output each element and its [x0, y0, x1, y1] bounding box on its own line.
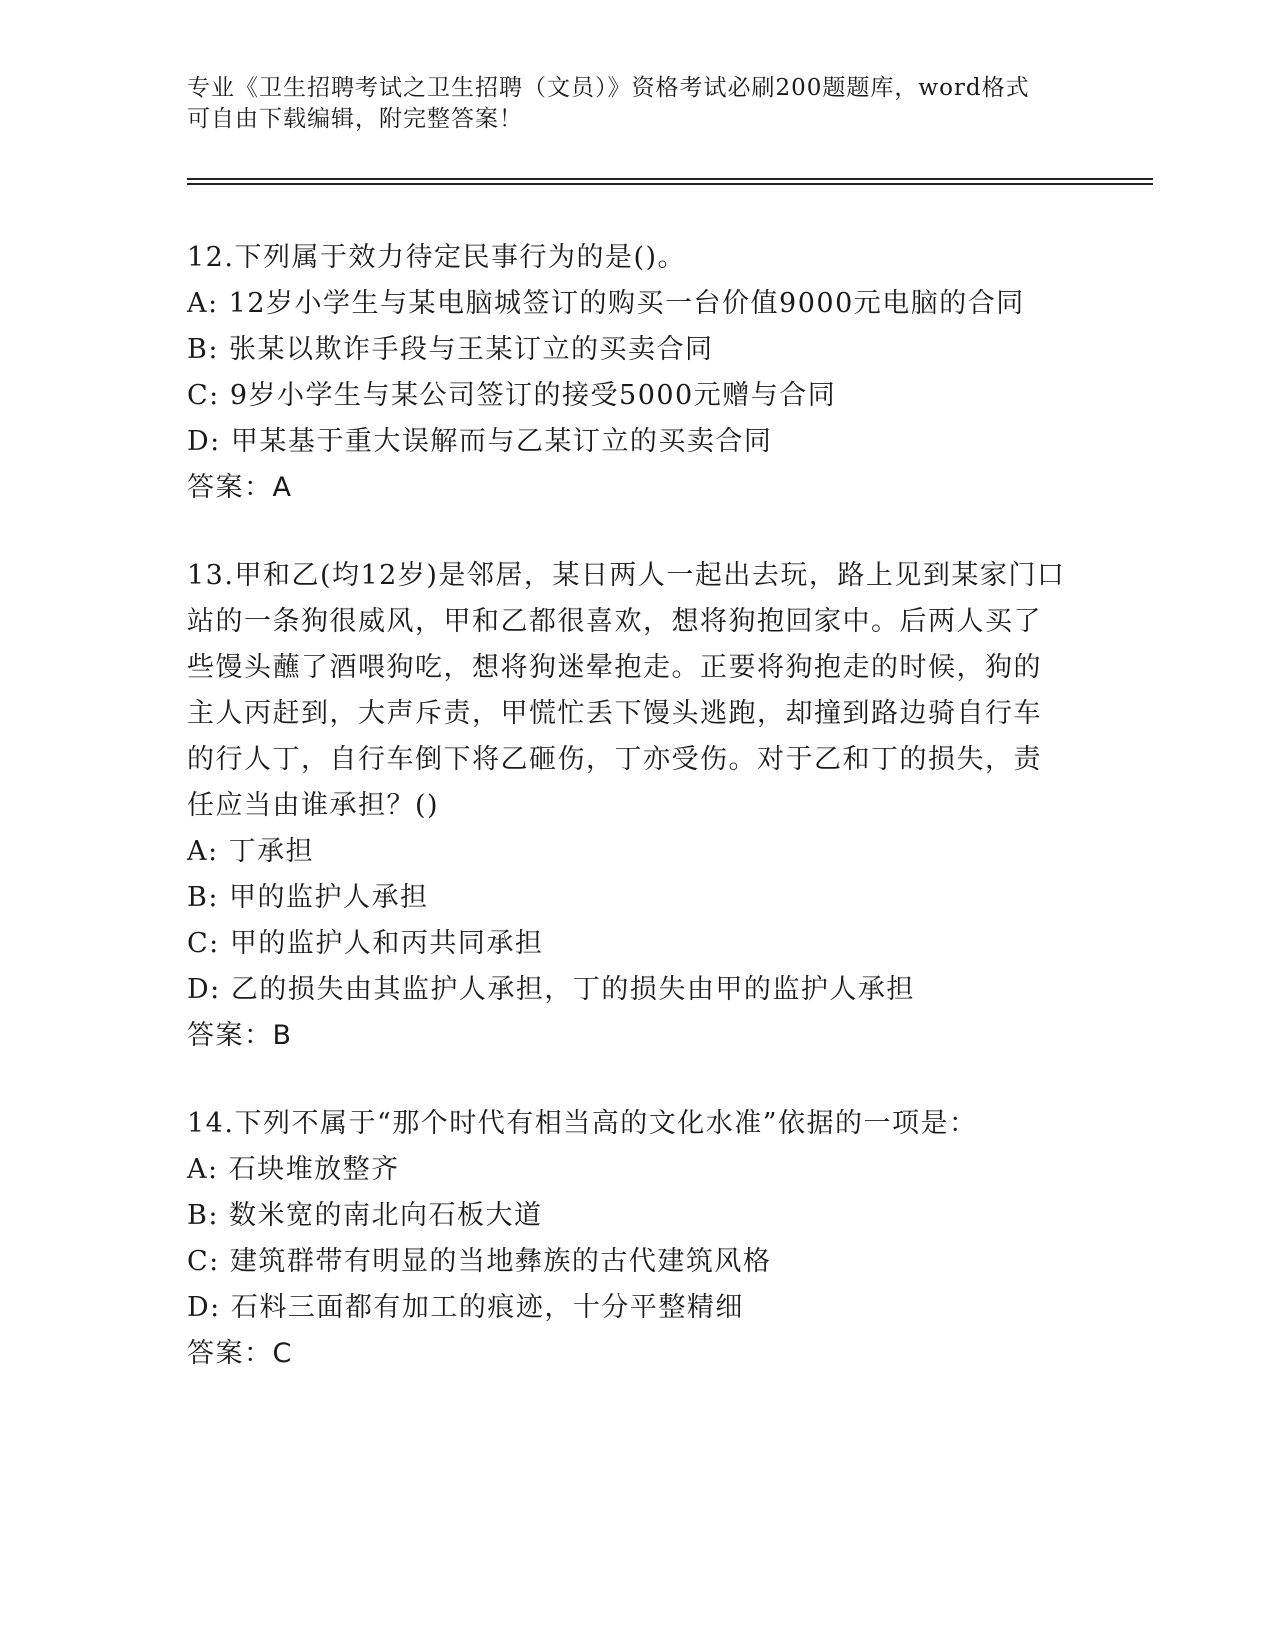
- answer-label: 答案：B: [187, 1020, 293, 1051]
- header-divider-top: [187, 178, 1153, 180]
- option-a: A: 12岁小学生与某电脑城签订的购买一台价值9000元电脑的合同: [187, 288, 1025, 319]
- option-a: A: 石块堆放整齐: [187, 1154, 400, 1185]
- option-b: B: 甲的监护人承担: [187, 882, 429, 913]
- option-c: C: 建筑群带有明显的当地彝族的古代建筑风格: [187, 1246, 772, 1277]
- option-d: D: 乙的损失由其监护人承担，丁的损失由甲的监护人承担: [187, 974, 915, 1005]
- option-d: D: 甲某基于重大误解而与乙某订立的买卖合同: [187, 426, 773, 457]
- question-14: [187, 1101, 1067, 1377]
- option-b: B: 数米宽的南北向石板大道: [187, 1200, 543, 1231]
- option-b: B: 张某以欺诈手段与王某订立的买卖合同: [187, 334, 714, 365]
- header-line-2: 可自由下载编辑，附完整答案！: [187, 106, 523, 132]
- header-line-1: 专业《卫生招聘考试之卫生招聘（文员）》资格考试必刷200题题库，word格式: [187, 75, 1030, 101]
- question-stem: 13.甲和乙(均12岁)是邻居，某日两人一起出去玩，路上见到某家门口站的一条狗很威风，甲和乙都很喜欢，想将狗抱回家中。后两人买了些馒头蘸了酒喂狗吃，想将狗迷晕抱走。正要将狗抱走的时候，狗的主人丙赶到，大声斥责，甲慌忙丢下馒头逃跑，却撞到路边骑自行车的行人丁，自行车倒下将乙砸伤，丁亦受伤。对于乙和丁的损失，责任应当由谁承担？(): [187, 560, 1066, 821]
- option-a: A: 丁承担: [187, 836, 315, 867]
- question-stem: 14.下列不属于“那个时代有相当高的文化水准”依据的一项是：: [187, 1108, 978, 1139]
- header-divider-bottom: [187, 183, 1153, 185]
- document-header: [187, 73, 1067, 135]
- option-c: C: 甲的监护人和丙共同承担: [187, 928, 544, 959]
- option-c: C: 9岁小学生与某公司签订的接受5000元赠与合同: [187, 380, 837, 411]
- question-stem: 12.下列属于效力待定民事行为的是()。: [187, 242, 687, 273]
- answer-label: 答案：A: [187, 472, 293, 503]
- question-12: [187, 235, 1067, 511]
- option-d: D: 石料三面都有加工的痕迹，十分平整精细: [187, 1292, 744, 1323]
- answer-label: 答案：C: [187, 1338, 293, 1369]
- question-13: [187, 553, 1067, 1059]
